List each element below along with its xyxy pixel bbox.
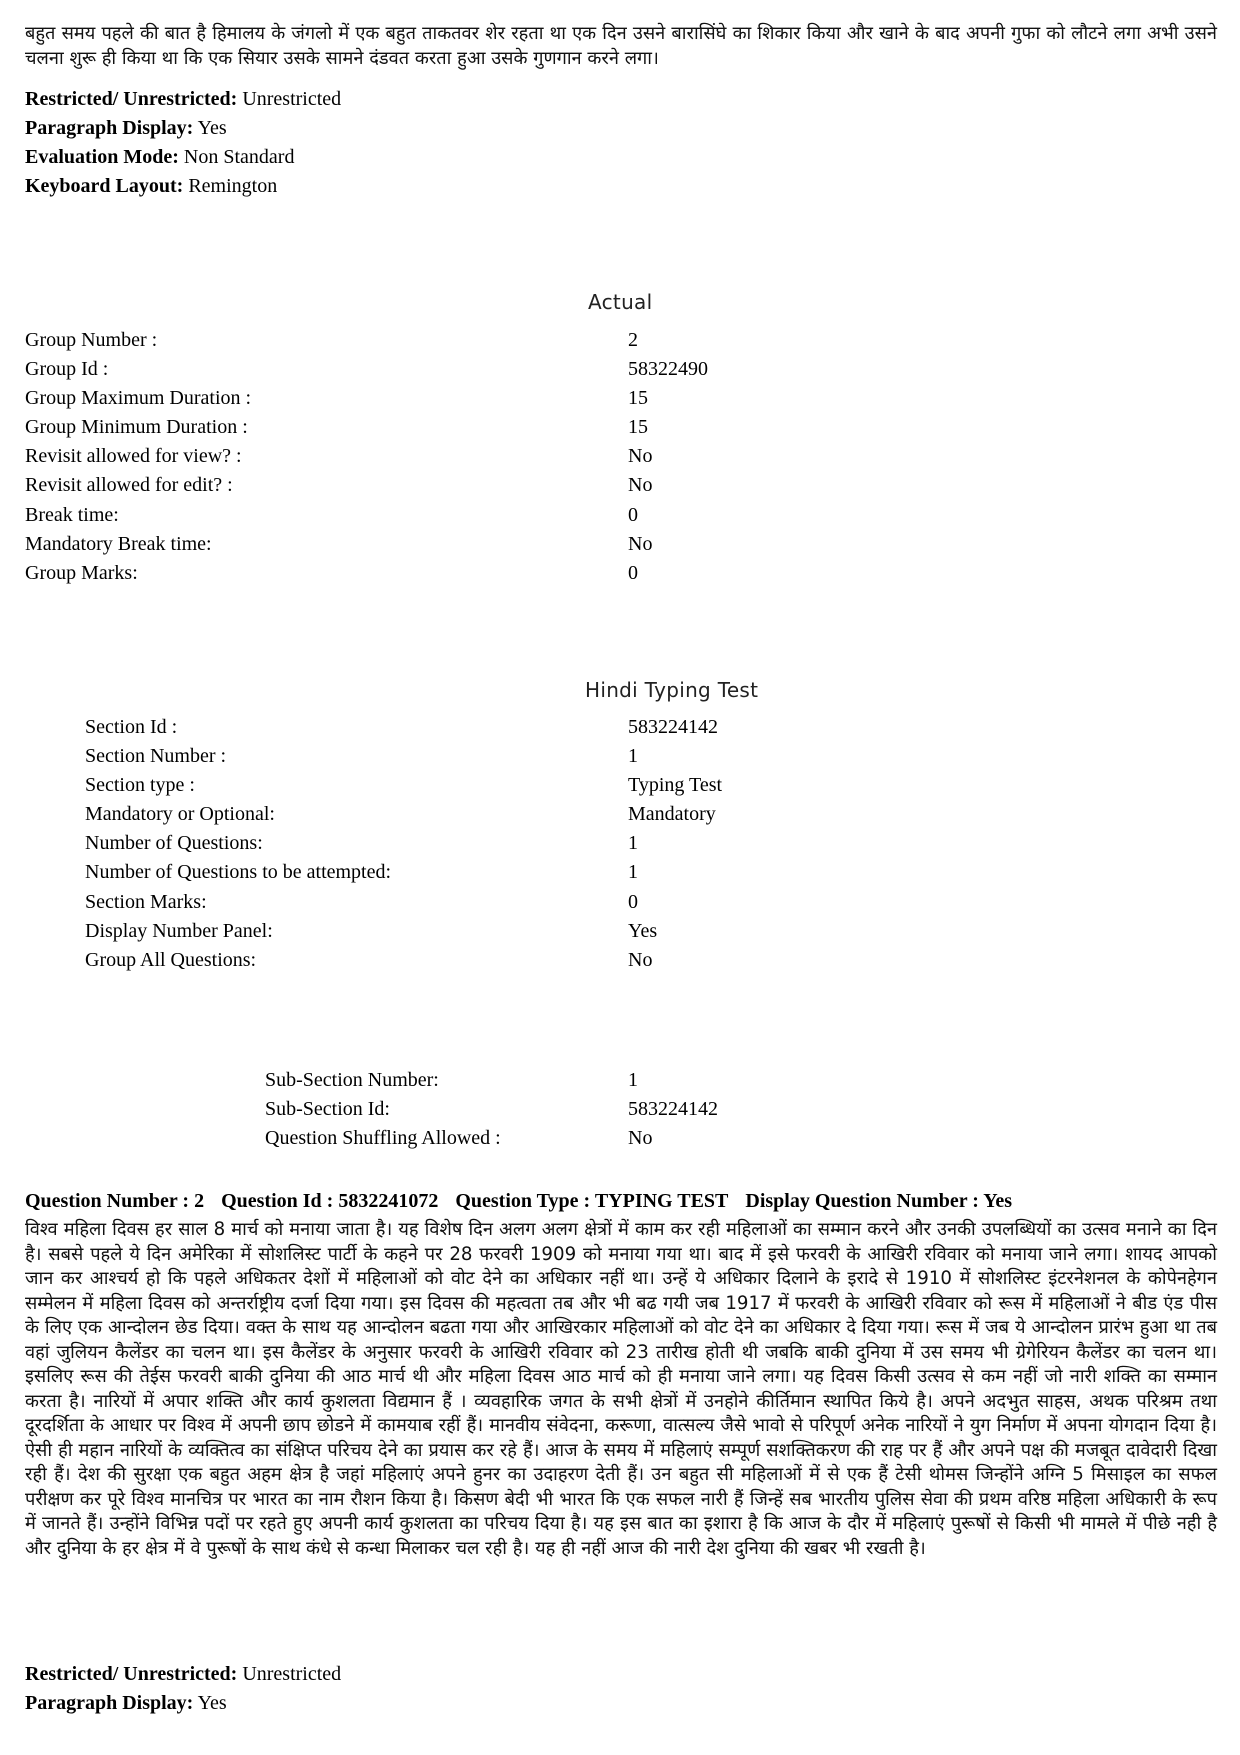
question-passage: विश्व महिला दिवस हर साल 8 मार्च को मनाया जाता है। यह विशेष दिन अलग अलग क्षेत्रों में काम कर रही महिलाओं का सम्मान करने और उनकी उपलब्धियों का उत्सव मनाने का दिन है। सबसे पहले ये दिन अमेरिका में सोशलिस्ट पार्टी के कहने पर 28 फरवरी 1909 को मनाया गया था। बाद में इसे फरवरी के आखिरी रविवार को मनाया जाने लगा। शायद आपको जान कर आश्चर्य हो कि पहले अधिकतर देशों में महिलाओं को वोट देने का अधिकार नहीं था। उन्हें ये अधिकार दिलाने के इरादे से 1910 में सोशलिस्ट इंटरनेशनल के कोपेनहेगन सम्मेलन में महिला दिवस को अन्तर्राष्ट्रीय दर्जा दिया गया। इस दिवस की महत्वता तब और भी बढ गयी जब 1917 में फरवरी के आखिरी रविवार को रूस में महिलाओं ने बीड एंड पीस के लिए एक आन्दोलन छेड दिया। वक्त के साथ यह आन्दोलन बढता गया और आखिरकार महिलाओं को वोट देने का अधिकार दे दिया गया। रूस में जब ये आन्दोलन प्रारंभ हुआ था तब वहां जुलियन कैलेंडर का चलन था। इस कैलेंडर के अनुसार फरवरी के आखिरी रविवार को 23 तारीख होती थी जबकि बाकी दुनिया में उस समय भी ग्रेगेरियन कैलेंडर का चलन था। इसलिए रूस की तेईस फरवरी बाकी दुनिया की आठ मार्च थी और महिला दिवस आठ मार्च को ही मनाया जाने लगा। यह दिवस किसी उत्सव से कम नहीं जो नारी शक्ति का सम्मान करता है। नारियों में अपार शक्ति और कार्य कुशलता विद्यमान हैं । व्यवहारिक जगत के सभी क्षेत्रों में उनहोने कीर्तिमान स्थापित किये है। अपने अदभुत साहस, अथक परिश्रम तथा दूरदर्शिता के आधार पर विश्व में अपनी छाप छोडने में कामयाब रहीं हैं। मानवीय संवेदना, करूणा, वात्सल्य जैसे भावो से परिपूर्ण अनेक नारियों ने युग निर्माण में अपना योगदान दिया है। ऐसी ही महान नारियों के व्यक्तित्व का संक्षिप्त परिचय देने का प्रयास कर रहे हैं। आज के समय में महिलाएं सम्पूर्ण सशक्तिकरण की राह पर हैं और अपने पक्ष की मजबूत दावेदारी दिखा रही हैं। देश की सुरक्षा एक बहुत अहम क्षेत्र है जहां महिलाएं अपने हुनर का उदाहरण देती हैं। उन बहुत सी महिलाओं में से एक हैं टेसी थोमस जिन्होंने अग्नि 5 मिसाइल का सफल परीक्षण कर पूरे विश्व मानचित्र पर भारत का नाम रौशन किया है। किसण बेदी भी भारत कि एक सफल नारी हैं जिन्हें सब भारतीय पुलिस सेवा की प्रथम वरिष्ठ महिला अधिकारी के रूप में जानते हैं। उन्होंने विभिन्न पदों पर रहते हुए अपनी कार्य कुशलता का परिचय दिया है। यह इस बात का इशारा है कि आज के दौर में महिलाएं पुरूषों से किसी भी मामले में पीछे नही है और दुनिया के हर क्षेत्र में वे पुरूषों के साथ कंधे से कन्धा मिलाकर चल रही है। यह ही नहीं आज की नारी देश दुनिया की खबर भी रखती है। [25, 1219, 1217, 1559]
meta-evaluation-mode: Evaluation Mode: Non Standard [25, 146, 295, 168]
section-row: Number of Questions to be attempted: 1 [85, 861, 638, 884]
meta-paragraph-display: Paragraph Display: Yes [25, 117, 227, 139]
section-row: Number of Questions: 1 [85, 832, 638, 855]
section-row: Section Number : 1 [85, 745, 638, 768]
section-row: Section type : Typing Test [85, 774, 723, 797]
subsection-row: Sub-Section Number: 1 [265, 1069, 638, 1091]
meta-restricted: Restricted/ Unrestricted: Unrestricted [25, 88, 342, 110]
meta-restricted: Restricted/ Unrestricted: Unrestricted [25, 1663, 342, 1685]
group-row: Group Maximum Duration : 15 [25, 387, 648, 410]
display-question-number: Display Question Number : Yes [745, 1190, 1013, 1212]
subsection-details [265, 1066, 1065, 1153]
question-header [25, 1190, 1024, 1213]
bottom-meta [25, 1660, 341, 1718]
top-passage: बहुत समय पहले की बात है हिमालय के जंगलो में एक बहुत ताकतवर शेर रहता था एक दिन उसने बारासिंघे का शिकार किया और खाने के बाद अपनी गुफा को लौटने लगा अभी उसने चलना शुरू ही किया था कि एक सियार उसके सामने दंडवत करता हुआ उसके गुणगान करने लगा। [25, 23, 1217, 69]
group-row: Break time: 0 [25, 503, 638, 526]
group-row: Mandatory Break time: No [25, 532, 653, 555]
group-row: Group Minimum Duration : 15 [25, 416, 648, 439]
question-type: Question Type : TYPING TEST [455, 1190, 729, 1212]
group-details [25, 326, 1025, 588]
section-heading: Hindi Typing Test [585, 678, 759, 702]
question-id: Question Id : 5832241072 [221, 1190, 439, 1212]
section-row: Section Id : 583224142 [85, 716, 718, 738]
group-row: Group Marks: 0 [25, 561, 638, 584]
meta-keyboard-layout: Keyboard Layout: Remington [25, 175, 278, 197]
section-row: Mandatory or Optional: Mandatory [85, 803, 716, 826]
section-details [85, 713, 1085, 975]
question-number: Question Number : 2 [25, 1190, 205, 1212]
group-heading: Actual [588, 290, 653, 314]
top-meta [25, 85, 341, 201]
group-row: Group Id : 58322490 [25, 358, 708, 381]
group-row: Revisit allowed for edit? : No [25, 474, 653, 497]
section-row: Group All Questions: No [85, 948, 653, 971]
section-row: Section Marks: 0 [85, 890, 638, 913]
section-row: Display Number Panel: Yes [85, 919, 658, 942]
group-row: Revisit allowed for view? : No [25, 445, 653, 468]
subsection-row: Sub-Section Id: 583224142 [265, 1098, 718, 1121]
group-row: Group Number : 2 [25, 329, 638, 351]
subsection-row: Question Shuffling Allowed : No [265, 1127, 653, 1150]
meta-paragraph-display: Paragraph Display: Yes [25, 1692, 227, 1714]
